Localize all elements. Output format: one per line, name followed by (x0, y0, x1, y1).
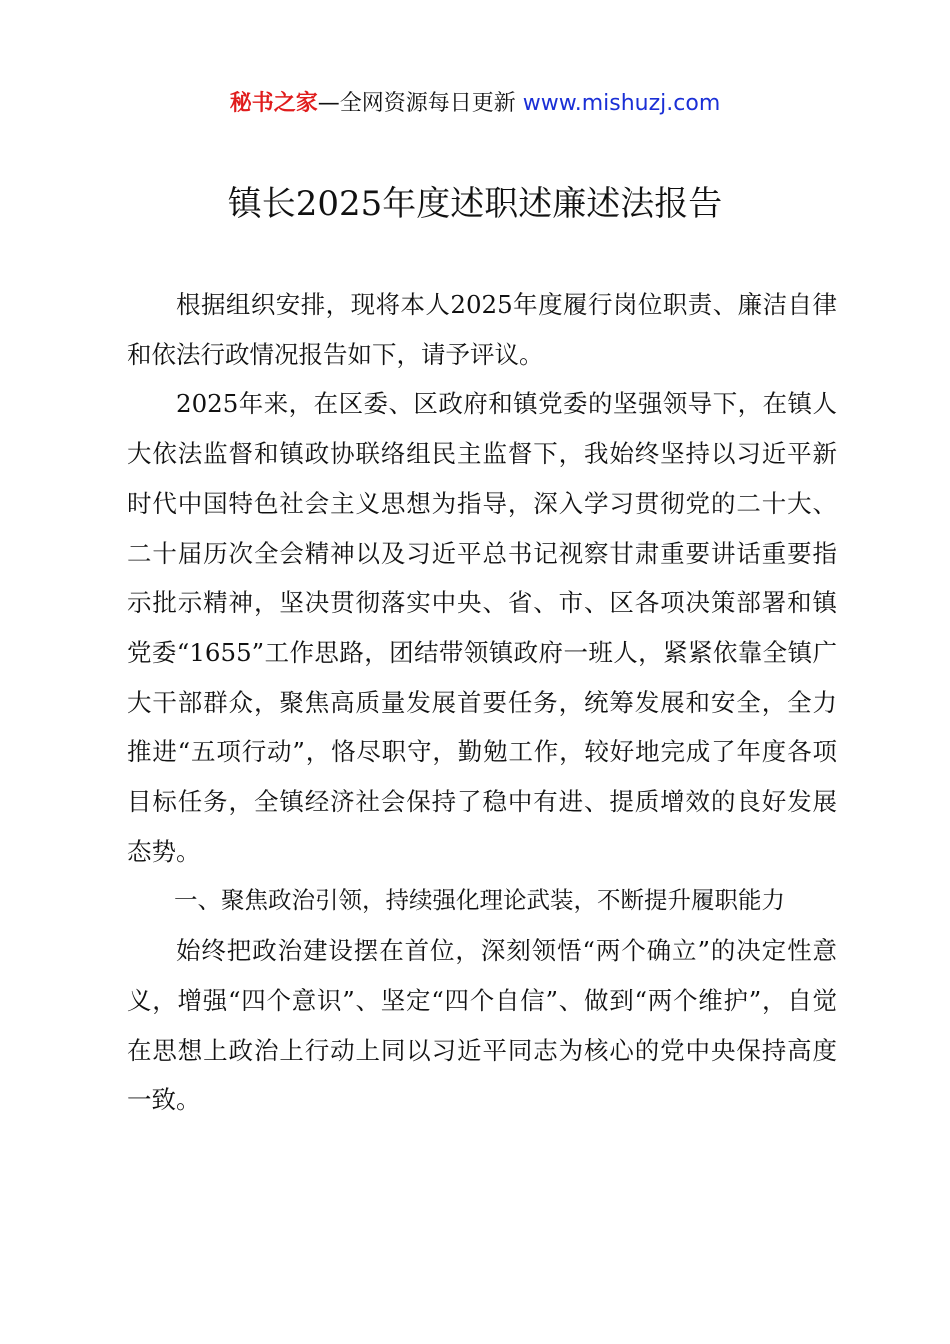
document-body (127, 280, 837, 1125)
brand-name: 秘书之家 (229, 91, 318, 116)
paragraph-overview: 2025年来，在区委、区政府和镇党委的坚强领导下，在镇人大依法监督和镇政协联络组民主监督下，我始终坚持以习近平新时代中国特色社会主义思想为指导，深入学习贯彻党的二十大、二十届历次全会精神以及习近平总书记视察甘肃重要讲话重要指示批示精神，坚决贯彻落实中央、省、市、区各项决策部署和镇党委“1655”工作思路，团结带领镇政府一班人，紧紧依靠全镇广大干部群众，聚焦高质量发展首要任务，统筹发展和安全，全力推进“五项行动”，恪尽职守，勤勉工作，较好地完成了年度各项目标任务，全镇经济社会保持了稳中有进、提质增效的良好发展态势。 (127, 389, 837, 866)
site-slogan: —全网资源每日更新 (317, 91, 523, 116)
section-heading-1: 一、聚焦政治引领，持续强化理论武装，不断提升履职能力 (174, 886, 785, 915)
site-url-link[interactable]: www.mishuzj.com (522, 91, 721, 116)
site-header (0, 88, 950, 120)
document-title: 镇长2025年度述职述廉述法报告 (227, 184, 723, 224)
paragraph-intro: 根据组织安排，现将本人2025年度履行岗位职责、廉洁自律和依法行政情况报告如下，请予评议。 (127, 290, 837, 369)
paragraph-section-1: 始终把政治建设摆在首位，深刻领悟“两个确立”的决定性意义，增强“四个意识”、坚定“四个自信”、做到“两个维护”，自觉在思想上政治上行动上同以习近平同志为核心的党中央保持高度一致。 (127, 936, 837, 1115)
